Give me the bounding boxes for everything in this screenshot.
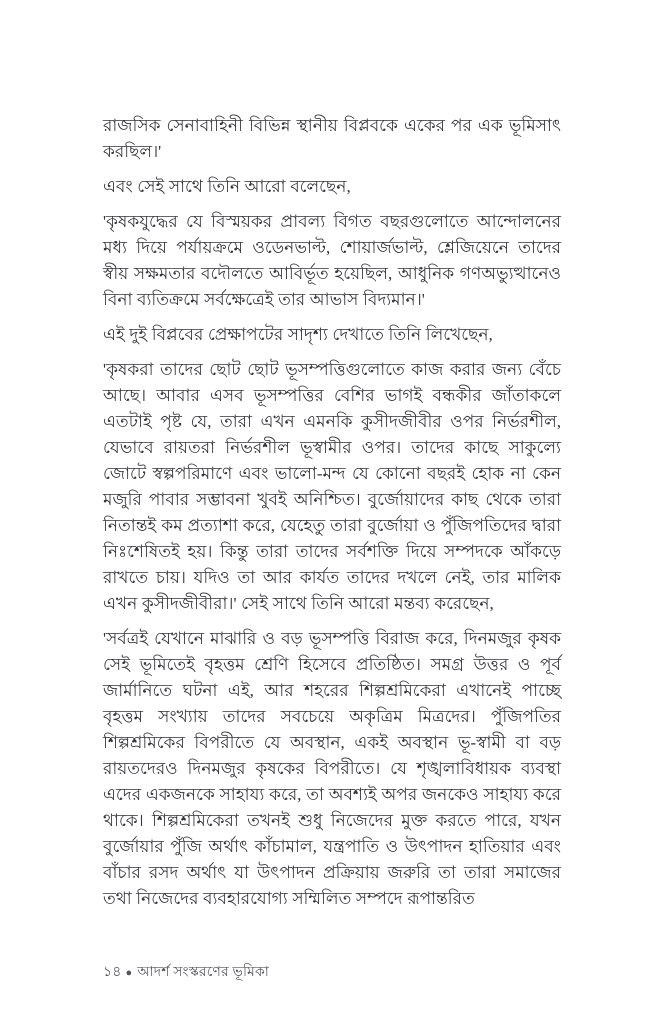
paragraph-quote-peasant-war: 'কৃষকযুদ্ধের যে বিস্ময়কর প্রাবল্য বিগত বছরগুলোতে আন্দোলনের মধ্য দিয়ে পর্যায়ক্রমে ওডেনভাল্ট, শোয়ার্জভাল্ট, শ্লেজিয়েনে তাদের স্বীয় সক্ষমতার বদৌলতে আবির্ভূত হয়েছিল, আধুনিক গণঅভ্যুত্থানেও বিনা ব্যতিক্রমে সর্বক্ষেত্রেই তার আভাস বিদ্যমান।': [103, 212, 561, 309]
paragraph-quote-continuation: রাজসিক সেনাবাহিনী বিভিন্ন স্থানীয় বিপ্লবকে একের পর এক ভূমিসাৎ করছিল।': [103, 116, 561, 161]
paragraph-transition-second: এই দুই বিপ্লবের প্রেক্ষাপটের সাদৃশ্য দেখাতে তিনি লিখেছেন,: [103, 325, 493, 344]
paragraph-quote-day-labourers: 'সর্বত্রই যেখানে মাঝারি ও বড় ভূসম্পত্তি বিরাজ করে, দিনমজুর কৃষক সেই ভূমিতেই বৃহত্তম শ্রেণি হিসেবে প্রতিষ্ঠিত। সমগ্র উত্তর ও পূর্ব জার্মানিতে ঘটনা এই, আর শহরের শিল্পশ্রমিকেরা এখানেই পাচ্ছে বৃহত্তম সংখ্যায় তাদের সবচেয়ে অকৃত্রিম মিত্রদের। পুঁজিপতির শিল্পশ্রমিকের বিপরীতে যে অবস্থান, একই অবস্থান ভূ-স্বামী বা বড় রায়তদেরও দিনমজুর কৃষকের বিপরীতে। যে শৃঙ্খলাবিধায়ক ব্যবস্থা এদের একজনকে সাহায্য করে, তা অবশ্যই অপর জনকেও সাহায্য করে থাকে। শিল্পশ্রমিকেরা তখনই শুধু নিজেদের মুক্ত করতে পারে, যখন বুর্জোয়ার পুঁজি অর্থাৎ কাঁচামাল, যন্ত্রপাতি ও উৎপাদন হাতিয়ার এবং বাঁচার রসদ অর্থাৎ যা উৎপাদন প্রক্রিয়ায় জরুরি তা তারা সমাজের তথা নিজেদের ব্যবহারযোগ্য সম্মিলিত সম্পদে রূপান্তরিত: [103, 629, 561, 908]
bullet-separator-icon: ●: [125, 967, 133, 979]
footer-page-number: ১৪: [103, 965, 122, 981]
paragraph-transition-first: এবং সেই সাথে তিনি আরো বলেছেন,: [103, 177, 351, 196]
paragraph-quote-peasants-smallholdings: 'কৃষকরা তাদের ছোট ছোট ভূসম্পত্তিগুলোতে কাজ করার জন্য বেঁচে আছে। আবার এসব ভূসম্পত্তির বেশির ভাগই বন্ধকীর জাঁতাকলে এতটাই পৃষ্ট যে, তারা এখন এমনকি কুসীদজীবীর ওপর নির্ভরশীল, যেভাবে রায়তরা নির্ভরশীল ভূস্বামীর ওপর। তাদের কাছে সাকুল্যে জোটে স্বল্পপরিমাণে এবং ভালো-মন্দ যে কোনো বছরই হোক না কেন মজুরি পাবার সম্ভাবনা খুবই অনিশ্চিত। বুর্জোয়াদের কাছ থেকে তারা নিতান্তই কম প্রত্যাশা করে, যেহেতু তারা বুর্জোয়া ও পুঁজিপতিদের দ্বারা নিঃশেষিতই হয়। কিন্তু তারা তাদের সর্বশক্তি দিয়ে সম্পদকে আঁকড়ে রাখতে চায়। যদিও তা আর কার্যত তাদের দখলে নেই, তার মালিক এখন কুসীদজীবীরা।' সেই সাথে তিনি আরো মন্তব্য করেছেন,: [103, 360, 561, 613]
page-footer: [103, 963, 561, 983]
footer-chapter-title: আদর্শ সংস্করণের ভূমিকা: [137, 965, 269, 981]
page-text-body: [103, 113, 561, 912]
